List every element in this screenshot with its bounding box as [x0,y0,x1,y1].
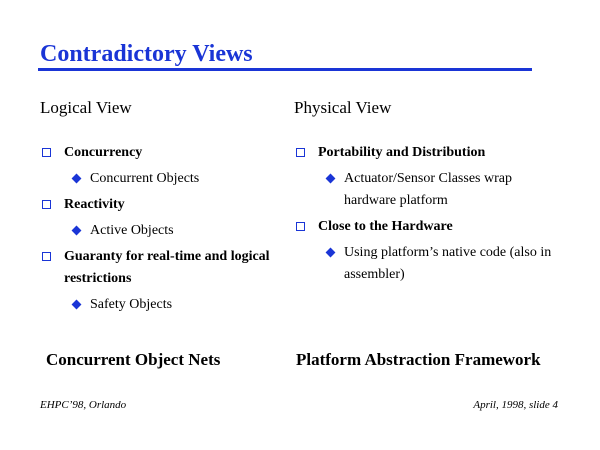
sub-bullet-label: Using platform’s native code (also in assembler) [344,245,552,282]
bullet-label: Guaranty for real-time and logical restrictions [64,249,270,286]
bullet-label: Close to the Hardware [318,219,453,234]
square-bullet-icon [296,222,305,231]
physical-view-column [294,98,564,290]
sub-bullet-label: Actuator/Sensor Classes wrap hardware platform [344,171,512,208]
sub-bullet-label: Concurrent Objects [90,171,200,186]
bullet-label: Concurrency [64,145,143,160]
square-bullet-icon [42,200,51,209]
list-item-guaranty [40,246,310,290]
sub-item-active-objects [40,220,310,242]
list-item-reactivity [40,194,310,216]
diamond-bullet-icon [326,248,336,258]
square-bullet-icon [42,148,51,157]
footer-slide-info: April, 1998, slide 4 [473,399,558,411]
list-item-concurrency [40,142,310,164]
physical-view-heading: Physical View [294,98,392,117]
diamond-bullet-icon [72,300,82,310]
sub-item-concurrent-objects [40,168,310,190]
square-bullet-icon [42,252,51,261]
sub-item-actuator-sensor [294,168,564,212]
footer-conference: EHPC’98, Orlando [40,399,127,411]
physical-view-list [294,142,564,286]
physical-view-summary: Platform Abstraction Framework [296,350,541,369]
sub-bullet-label: Active Objects [90,223,174,238]
slide-title: Contradictory Views [40,41,253,67]
title-underline [38,68,532,71]
sub-item-native-code [294,242,564,286]
sub-item-safety-objects [40,294,310,316]
logical-view-heading: Logical View [40,98,132,117]
bullet-label: Portability and Distribution [318,145,486,160]
logical-view-column [40,98,310,320]
sub-bullet-label: Safety Objects [90,297,173,312]
logical-view-summary: Concurrent Object Nets [46,350,221,369]
diamond-bullet-icon [72,226,82,236]
square-bullet-icon [296,148,305,157]
logical-view-list [40,142,310,316]
bullet-label: Reactivity [64,197,125,212]
list-item-close-to-hardware [294,216,564,238]
list-item-portability [294,142,564,164]
diamond-bullet-icon [72,174,82,184]
diamond-bullet-icon [326,174,336,184]
